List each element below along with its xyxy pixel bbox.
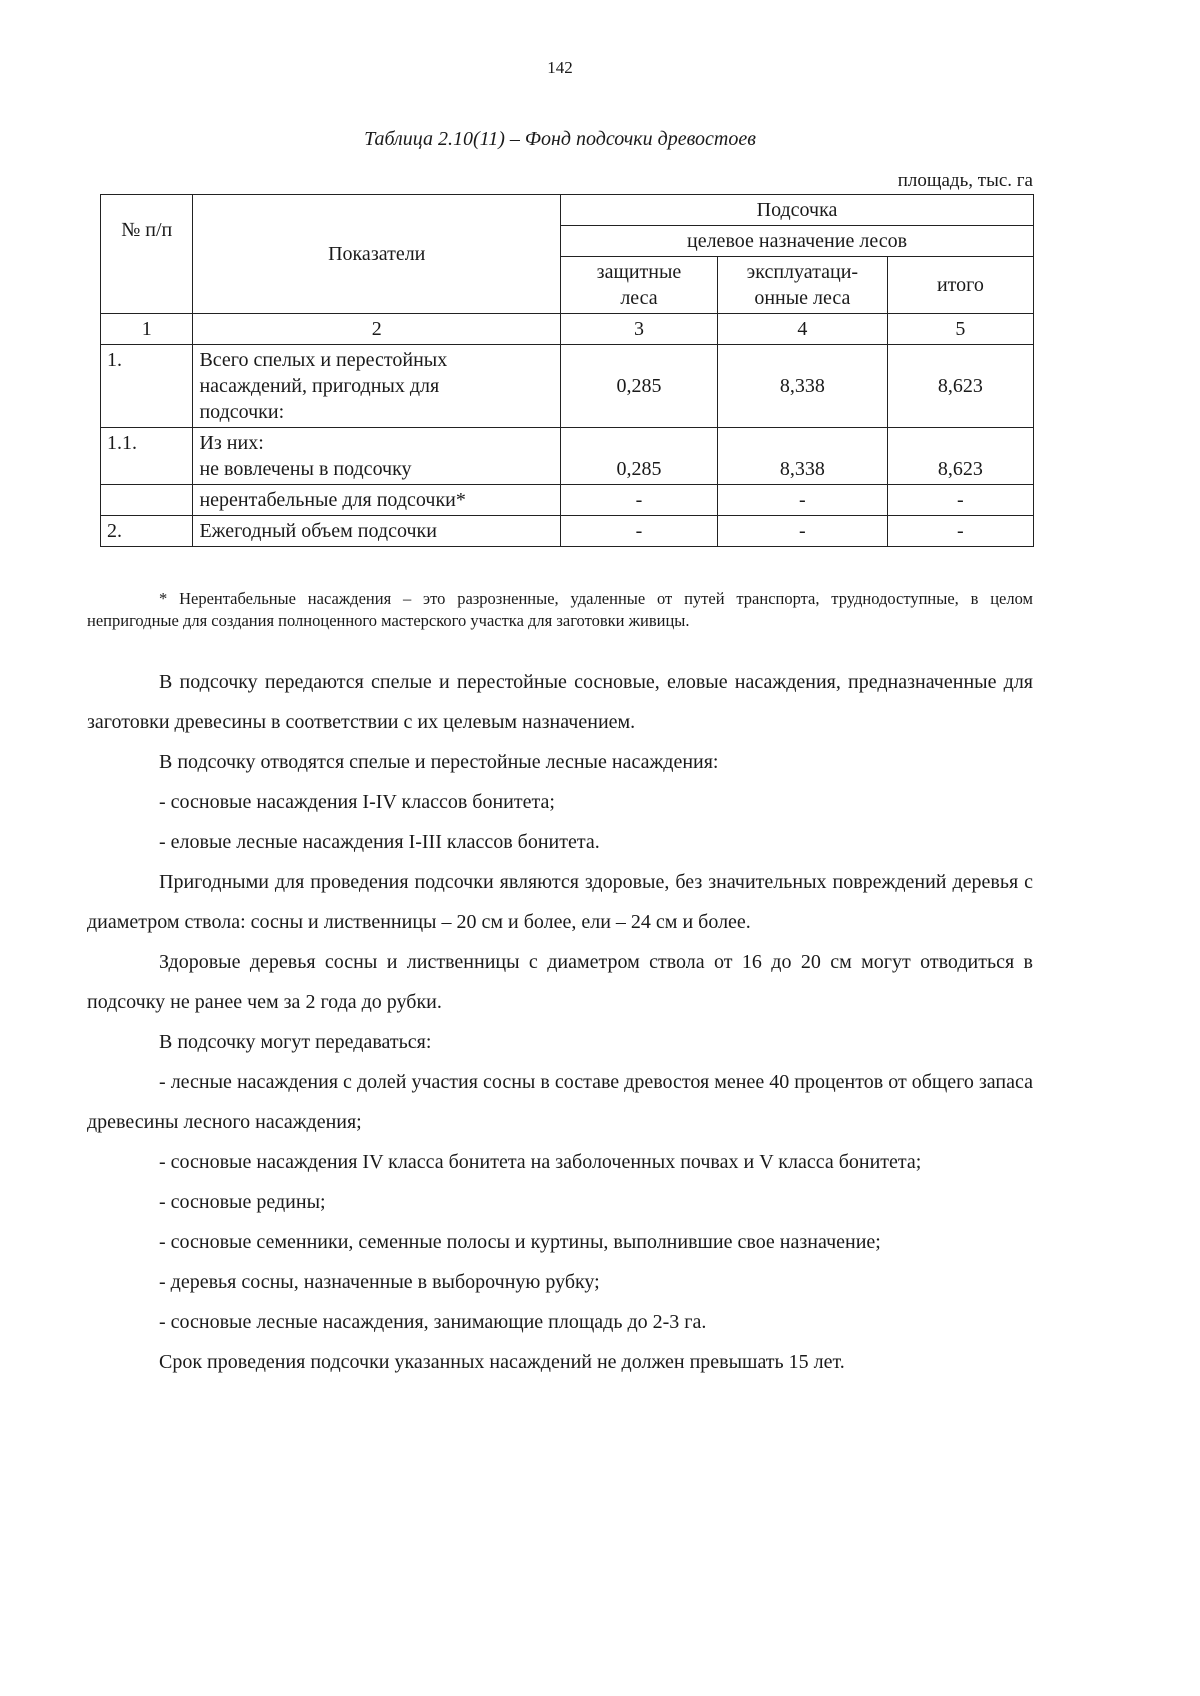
row-label-line: нерентабельные для подсочки* [199,489,466,511]
row-num: 1.1. [101,428,193,485]
paragraph: В подсочку могут передаваться: [159,1031,432,1053]
cell-protective: 0,285 [561,345,718,428]
column-number: 2 [193,314,561,345]
body-text [87,662,1033,1382]
row-label-line: Ежегодный объем подсочки [199,520,437,542]
row-num: 2. [101,516,193,547]
paragraph: - лесные насаждения с долей участия сосны в составе древостоя менее 40 процентов от общего запаса древесины лесного насаждения; [87,1071,1033,1133]
paragraph: В подсочку отводятся спелые и перестойные лесные насаждения: [159,751,719,773]
cell-total: 8,623 [887,428,1033,485]
cell-exploitation: 8,338 [717,428,887,485]
cell-exploitation: 8,338 [717,345,887,428]
cell-total: - [887,485,1033,516]
header-group: Подсочка [561,195,1034,226]
row-num: 1. [101,345,193,428]
row-label [193,516,561,547]
cell-total: - [887,516,1033,547]
cell-total: 8,623 [887,345,1033,428]
row-label [193,428,561,485]
paragraph: - сосновые редины; [159,1191,326,1213]
paragraph: - сосновые насаждения IV класса бонитета на заболоченных почвах и V класса бонитета; [159,1151,922,1173]
row-label-line: подсочки: [199,401,285,423]
header-indicator: Показатели [193,195,561,314]
header-exploitation-line-2: онные леса [754,287,851,309]
cell-exploitation: - [717,516,887,547]
table-title: Таблица 2.10(11) – Фонд подсочки древостоев [364,128,756,150]
header-num: № п/п [101,195,193,314]
row-label [193,345,561,428]
header-exploitation-line-1: эксплуатаци- [746,261,859,283]
cell-protective: - [561,516,718,547]
paragraph: - сосновые лесные насаждения, занимающие площадь до 2-3 га. [159,1311,707,1333]
header-row-1 [101,195,1034,226]
header-total: итого [887,257,1033,314]
paragraph: - сосновые семенники, семенные полосы и куртины, выполнившие свое назначение; [159,1231,881,1253]
row-label [193,485,561,516]
row-label-line: Из них: [199,432,264,454]
column-number: 1 [101,314,193,345]
column-number: 5 [887,314,1033,345]
row-label-line: насаждений, пригодных для [199,375,440,397]
table-row [101,428,1034,485]
row-label-line: не вовлечены в подсочку [199,458,412,480]
page-number: 142 [547,58,573,77]
header-exploitation [717,257,887,314]
paragraph: - еловые лесные насаждения I-III классов бонитета. [159,831,600,853]
header-protective-line-1: защитные [596,261,682,283]
table-units: площадь, тыс. га [897,170,1033,191]
table-footnote: * Нерентабельные насаждения – это разрозненные, удаленные от путей транспорта, труднодоступные, в целом непригодные для создания полноценного мастерского участка для заготовки живицы. [87,589,1033,630]
column-numbers-row [101,314,1034,345]
header-protective [561,257,718,314]
paragraph: Здоровые деревья сосны и лиственницы с диаметром ствола от 16 до 20 см могут отводиться в подсочку не ранее чем за 2 года до рубки. [87,951,1033,1013]
paragraph: В подсочку передаются спелые и перестойные сосновые, еловые насаждения, предназначенные для заготовки древесины в соответствии с их целевым назначением. [87,671,1033,733]
paragraph: - деревья сосны, назначенные в выборочную рубку; [159,1271,600,1293]
paragraph: Пригодными для проведения подсочки являются здоровые, без значительных повреждений деревья с диаметром ствола: сосны и лиственницы – 20 см и более, ели – 24 см и более. [87,871,1033,933]
row-num [101,485,193,516]
header-protective-line-2: леса [620,287,658,309]
column-number: 4 [717,314,887,345]
header-subgroup: целевое назначение лесов [561,226,1034,257]
tapping-fund-table [100,194,1034,547]
cell-exploitation: - [717,485,887,516]
cell-protective: 0,285 [561,428,718,485]
paragraph: Срок проведения подсочки указанных насаждений не должен превышать 15 лет. [159,1351,845,1373]
table-row [101,516,1034,547]
table-row [101,345,1034,428]
cell-protective: - [561,485,718,516]
row-label-line: Всего спелых и перестойных [199,349,448,371]
table-row [101,485,1034,516]
paragraph: - сосновые насаждения I-IV классов бонитета; [159,791,555,813]
column-number: 3 [561,314,718,345]
